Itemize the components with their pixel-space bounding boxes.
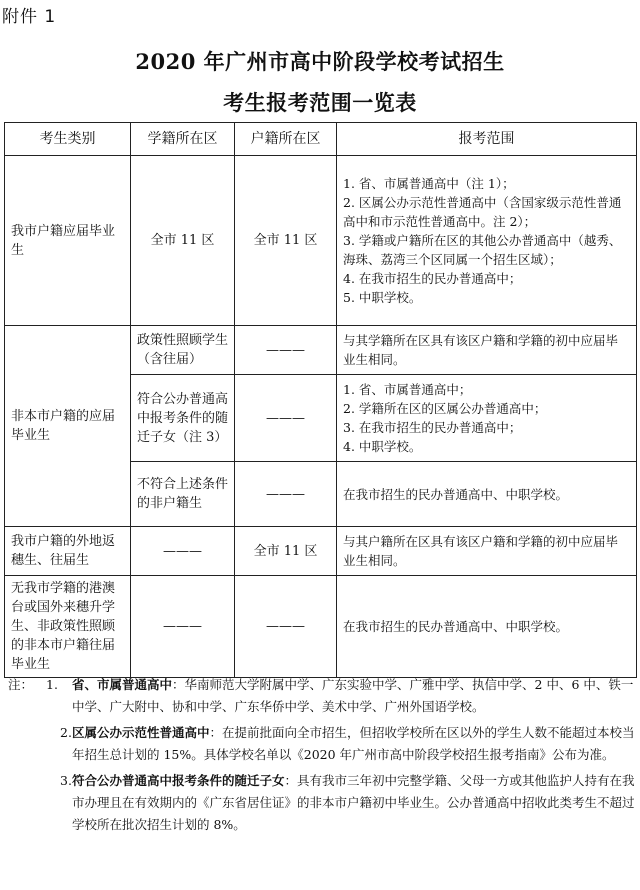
- page-subtitle: 考生报考范围一览表: [223, 90, 417, 115]
- hukou-district-cell: ———: [235, 576, 337, 678]
- category-cell: 我市户籍的外地返穗生、往届生: [5, 527, 131, 576]
- note-text: ：在提前批面向全市招生，但招收学校所在区以外的学生人数不能超过本校当年招生总计划的 15%。具体学校名单以《2020 年广州市高中阶段学校招生报考指南》公布为准。: [72, 725, 635, 762]
- note-term: 符合公办普通高中报考条件的随迁子女: [72, 773, 285, 788]
- category-cell: 非本市户籍的应届毕业生: [5, 326, 131, 527]
- note-number: 3.: [60, 773, 72, 788]
- header-school-district: 学籍所在区: [131, 123, 235, 156]
- table-header-row: [5, 123, 637, 156]
- hukou-district-cell: ———: [235, 462, 337, 527]
- scope-line: 在我市招生的民办普通高中、中职学校。: [343, 486, 569, 502]
- scope-cell: [337, 527, 637, 576]
- scope-line: 2. 学籍所在区的区属公办普通高中；: [343, 401, 547, 416]
- scope-line: 与其户籍所在区具有该区户籍和学籍的初中应届毕业生相同。: [343, 534, 619, 568]
- hukou-district-cell: ———: [235, 326, 337, 375]
- note-text: ：具有我市三年初中完整学籍、父母一方或其他监护人持有在我市办理且在有效期内的《广东省居住证》的非本市户籍初中毕业生。公办普通高中招收此类考生不超过学校所在批次招生计划的 8%。: [72, 773, 635, 832]
- scope-cell: [337, 576, 637, 678]
- scope-line: 4. 中职学校。: [343, 439, 422, 454]
- table-row: [5, 326, 637, 375]
- scope-line: 4. 在我市招生的民办普通高中；: [343, 271, 522, 286]
- note-term: 区属公办示范性普通高中: [72, 725, 210, 740]
- scope-cell: [337, 156, 637, 326]
- school-district-cell: 符合公办普通高中报考条件的随迁子女（注 3）: [131, 375, 235, 462]
- hukou-district-cell: 全市 11 区: [235, 527, 337, 576]
- header-scope: 报考范围: [337, 123, 637, 156]
- note-item: [42, 770, 638, 836]
- scope-table: [4, 122, 637, 678]
- attachment-label: 附件 1: [2, 7, 57, 27]
- note-term: 省、市属普通高中: [72, 677, 173, 692]
- note-item: [8, 674, 638, 718]
- table-row: [5, 156, 637, 326]
- note-number: 2.: [60, 725, 72, 740]
- school-district-cell: 政策性照顾学生（含往届）: [131, 326, 235, 375]
- scope-line: 在我市招生的民办普通高中、中职学校。: [343, 619, 569, 634]
- note-item: [42, 722, 638, 766]
- scope-line: 1. 省、市属普通高中；: [343, 382, 472, 397]
- scope-line: 5. 中职学校。: [343, 290, 422, 305]
- page-title: 2020 年广州市高中阶段学校考试招生: [135, 49, 505, 74]
- scope-line: 1. 省、市属普通高中（注 1）；: [343, 176, 515, 191]
- school-district-cell: ———: [131, 527, 235, 576]
- note-text: ：华南师范大学附属中学、广东实验中学、广雅中学、执信中学、2 中、6 中、铁一中学、广大附中、协和中学、广东华侨中学、美术中学、广州外国语学校。: [72, 677, 634, 714]
- header-category: 考生类别: [5, 123, 131, 156]
- hukou-district-cell: ———: [235, 375, 337, 462]
- school-district-cell: 全市 11 区: [131, 156, 235, 326]
- school-district-cell: ———: [131, 576, 235, 678]
- school-district-cell: 不符合上述条件的非户籍生: [131, 462, 235, 527]
- table-row: [5, 527, 637, 576]
- scope-line: 2. 区属公办示范性普通高中（含国家级示范性普通高中和市示范性普通高中。注 2）；: [343, 195, 622, 229]
- header-hukou-district: 户籍所在区: [235, 123, 337, 156]
- category-cell: 我市户籍应届毕业生: [5, 156, 131, 326]
- scope-line: 3. 学籍或户籍所在区的其他公办普通高中（越秀、海珠、荔湾三个区同属一个招生区域）；: [343, 233, 622, 267]
- scope-cell: [337, 375, 637, 462]
- hukou-district-cell: 全市 11 区: [235, 156, 337, 326]
- scope-cell: [337, 462, 637, 527]
- category-cell: 无我市学籍的港澳台或国外来穗升学生、非政策性照顾的非本市户籍往届毕业生: [5, 576, 131, 678]
- notes-lead: 注：: [8, 677, 34, 692]
- scope-line: 3. 在我市招生的民办普通高中；: [343, 420, 522, 435]
- scope-line: 与其学籍所在区具有该区户籍和学籍的初中应届毕业生相同。: [343, 333, 619, 367]
- notes-section: [8, 674, 638, 840]
- scope-cell: [337, 326, 637, 375]
- table-row: [5, 576, 637, 678]
- note-number: 1.: [46, 677, 58, 692]
